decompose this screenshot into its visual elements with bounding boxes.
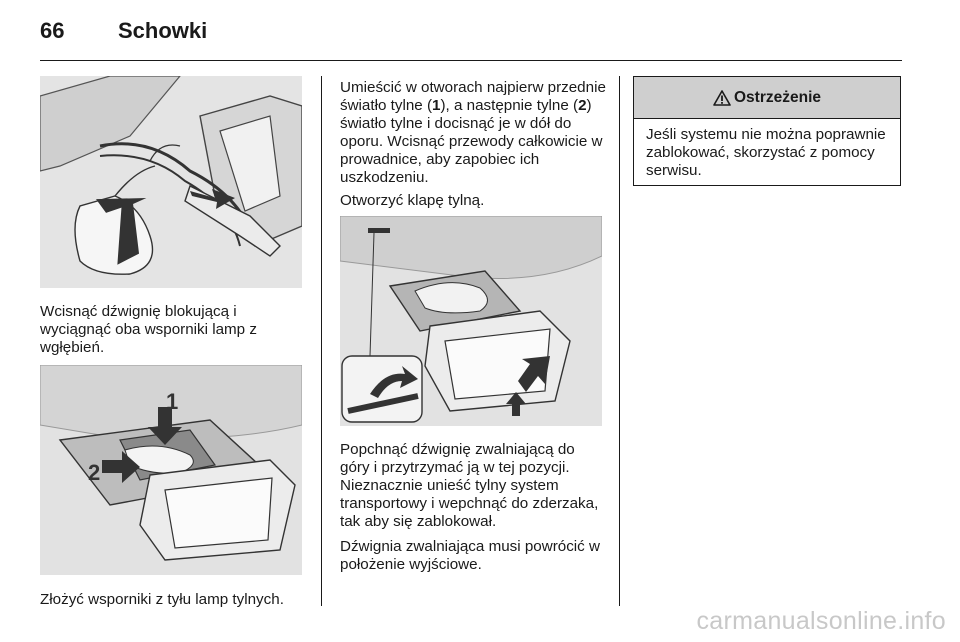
middle-paragraph-1: Umieścić w otworach najpierw przednie światło tylne (1), a następnie tylne (2) światło tylne i docisnąć je w dół do oporu. Wcisnąć przewody całkowicie w prowadnice, aby zapobiec ich uszkodzeniu. [340, 79, 606, 186]
warning-triangle-icon [713, 90, 731, 106]
callout-2: 2 [88, 460, 101, 485]
left-caption-1: Wcisnąć dźwignię blokującą i wyciągnąć oba wsporniki lamp z wgłębień. [40, 303, 257, 356]
warning-body: Jeśli systemu nie można poprawnie zablokować, skorzystać z pomocy serwisu. [646, 126, 886, 179]
warning-box [633, 76, 901, 186]
left-caption-2: Złożyć wsporniki z tyłu lamp tylnych. [40, 591, 284, 608]
page-number: 66 [40, 18, 65, 43]
warning-header [634, 77, 900, 119]
watermark: carmanualsonline.info [696, 607, 946, 635]
figure-bracket-fold [40, 365, 302, 575]
page-header [40, 18, 207, 48]
middle-paragraph-3: Popchnąć dźwignię zwalniającą do góry i przytrzymać ją w tej pozycji. Nieznacznie unieść tylny system transportowy i wepchnąć do zderzaka, tak aby się zablokował. [340, 441, 599, 530]
column-divider-2 [619, 76, 620, 606]
middle-paragraph-2: Otworzyć klapę tylną. [340, 192, 485, 209]
figure-bracket-removal [40, 76, 302, 288]
illustration-lamp-brackets [40, 365, 302, 575]
ref-number-1: 1 [432, 97, 441, 114]
header-divider [40, 60, 902, 61]
page-title: Schowki [118, 18, 208, 43]
column-divider-1 [321, 76, 322, 606]
callout-1: 1 [166, 389, 179, 414]
illustration-release-lever [340, 216, 602, 426]
ref-number-2: 2 [578, 97, 587, 114]
warning-heading: Ostrzeżenie [733, 88, 821, 106]
middle-paragraph-4: Dźwignia zwalniająca musi powrócić w położenie wyjściowe. [340, 538, 600, 573]
illustration-hand-bracket [40, 76, 302, 288]
figure-release-lever [340, 216, 602, 426]
